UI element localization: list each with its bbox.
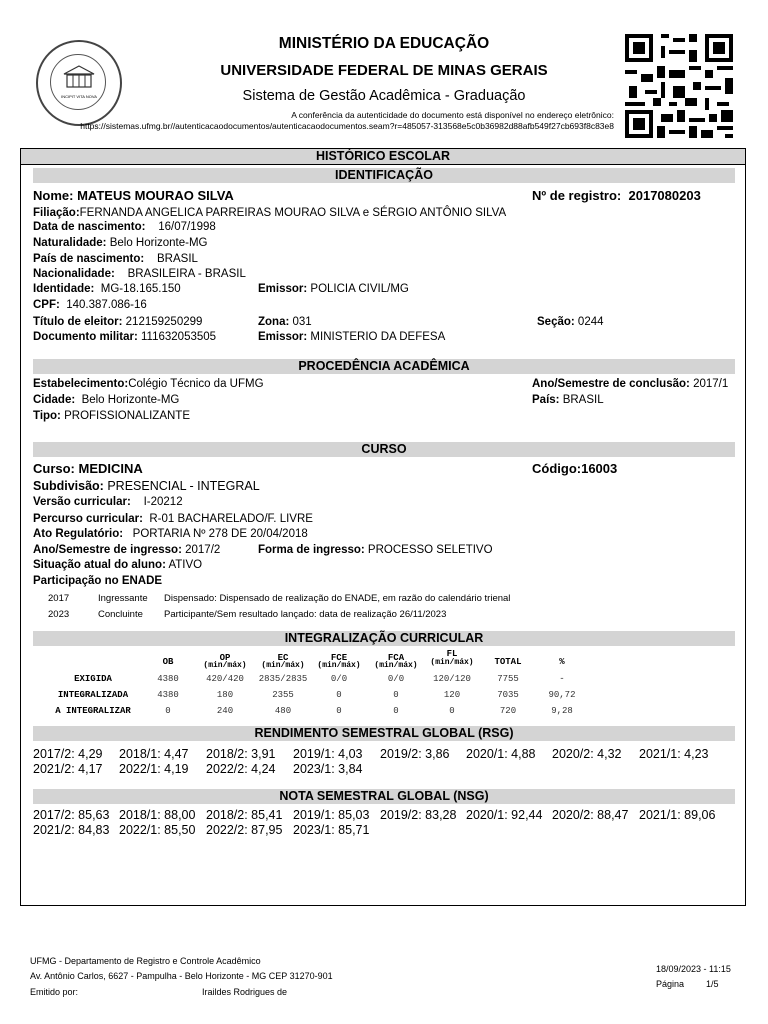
table-cell: 240 bbox=[216, 706, 234, 716]
percurso-row: Percurso curricular: R-01 BACHARELADO/F. LIVRE bbox=[33, 513, 313, 525]
col-subheader: (min/máx) bbox=[430, 658, 474, 667]
ingresso-row: Ano/Semestre de ingresso: 2017/2 bbox=[33, 544, 221, 556]
row-label: A INTEGRALIZAR bbox=[55, 706, 131, 716]
section-integralizacao: INTEGRALIZAÇÃO CURRICULAR bbox=[33, 631, 735, 646]
system-title: Sistema de Gestão Acadêmica - Graduação bbox=[242, 88, 526, 104]
table-cell: 180 bbox=[216, 690, 234, 700]
nsg-value: 2022/1: 85,50 bbox=[119, 823, 196, 837]
table-cell: 2835/2835 bbox=[258, 674, 308, 684]
enade-ano: 2023 bbox=[48, 609, 70, 620]
nsg-value: 2018/2: 85,41 bbox=[206, 808, 283, 822]
identidade-row: Identidade: MG-18.165.150 bbox=[33, 283, 181, 295]
col-header: TOTAL bbox=[494, 657, 522, 667]
table-cell: 2355 bbox=[272, 690, 294, 700]
section-curso: CURSO bbox=[33, 442, 735, 457]
ato-row: Ato Regulatório: PORTARIA Nº 278 DE 20/04/2018 bbox=[33, 528, 308, 540]
enade-tipo: Concluinte bbox=[98, 609, 143, 620]
nsg-value: 2021/2: 84,83 bbox=[33, 823, 110, 837]
enade-tipo: Ingressante bbox=[98, 593, 148, 604]
table-cell: 480 bbox=[274, 706, 292, 716]
cidade-row: Cidade: Belo Horizonte-MG bbox=[33, 394, 180, 406]
col-header: FCA bbox=[387, 653, 405, 663]
footer-datetime: 18/09/2023 - 11:15 bbox=[656, 964, 731, 974]
curso-row: Curso: MEDICINA bbox=[33, 461, 143, 476]
cpf-row: CPF: 140.387.086-16 bbox=[33, 299, 147, 311]
table-cell: - bbox=[559, 674, 565, 684]
nsg-value: 2017/2: 85,63 bbox=[33, 808, 110, 822]
rsg-value: 2017/2: 4,29 bbox=[33, 747, 103, 761]
ministry-title: MINISTÉRIO DA EDUCAÇÃO bbox=[278, 35, 490, 52]
col-header: % bbox=[559, 657, 565, 667]
proc-pais-row: País: BRASIL bbox=[532, 394, 604, 406]
enade-label: Participação no ENADE bbox=[33, 575, 163, 587]
pais-row: País de nascimento: BRASIL bbox=[33, 253, 198, 265]
table-cell: 120/120 bbox=[433, 674, 471, 684]
enade-ano: 2017 bbox=[48, 593, 70, 604]
footer-page-number: 1/5 bbox=[706, 979, 719, 989]
section-identificacao: IDENTIFICAÇÃO bbox=[33, 168, 735, 183]
table-cell: 0 bbox=[336, 706, 342, 716]
enade-desc: Dispensado: Dispensado de realização do ENADE, em razão do calendário trienal bbox=[164, 593, 511, 604]
titulo-row: Título de eleitor: 212159250299 bbox=[33, 316, 203, 328]
row-label: EXIGIDA bbox=[74, 674, 112, 684]
col-subheader: (min/máx) bbox=[261, 661, 305, 670]
rsg-value: 2021/1: 4,23 bbox=[639, 747, 709, 761]
nacionalidade-row: Nacionalidade: BRASILEIRA - BRASIL bbox=[33, 268, 246, 280]
table-cell: 90,72 bbox=[548, 690, 576, 700]
codigo-row: Código:16003 bbox=[532, 461, 618, 476]
nsg-value: 2021/1: 89,06 bbox=[639, 808, 716, 822]
section-rsg: RENDIMENTO SEMESTRAL GLOBAL (RSG) bbox=[33, 726, 735, 741]
table-cell: 7035 bbox=[497, 690, 519, 700]
table-cell: 120 bbox=[443, 690, 461, 700]
col-subheader: (min/máx) bbox=[203, 661, 247, 670]
col-header: FL bbox=[446, 649, 458, 659]
university-title: UNIVERSIDADE FEDERAL DE MINAS GERAIS bbox=[220, 62, 548, 79]
auth-note: A conferência da autenticidade do documento está disponível no endereço eletrônico: bbox=[291, 110, 614, 120]
table-cell: 0/0 bbox=[387, 674, 405, 684]
emissor2-row: Emissor: MINISTERIO DA DEFESA bbox=[258, 331, 446, 343]
footer-address: Av. Antônio Carlos, 6627 - Pampulha - Belo Horizonte - MG CEP 31270-901 bbox=[30, 971, 333, 981]
filiacao-row: Filiação:FERNANDA ANGELICA PARREIRAS MOURAO SILVA e SÉRGIO ANTÔNIO SILVA bbox=[33, 207, 507, 219]
section-historico: HISTÓRICO ESCOLAR bbox=[21, 149, 745, 165]
col-subheader: (min/máx) bbox=[374, 661, 418, 670]
forma-row: Forma de ingresso: PROCESSO SELETIVO bbox=[258, 544, 493, 556]
footer-dept: UFMG - Departamento de Registro e Controle Acadêmico bbox=[30, 956, 261, 966]
nsg-value: 2020/2: 88,47 bbox=[552, 808, 629, 822]
versao-row: Versão curricular: I-20212 bbox=[33, 496, 183, 508]
footer-emitido: Iraildes Rodrigues de bbox=[202, 987, 288, 997]
section-procedencia: PROCEDÊNCIA ACADÊMICA bbox=[33, 359, 735, 374]
row-label: INTEGRALIZADA bbox=[57, 690, 129, 700]
situacao-row: Situação atual do aluno: ATIVO bbox=[33, 559, 203, 571]
col-subheader: (min/máx) bbox=[317, 661, 361, 670]
table-cell: 0 bbox=[165, 706, 171, 716]
rsg-value: 2022/2: 4,24 bbox=[206, 762, 276, 776]
militar-row: Documento militar: 111632053505 bbox=[33, 331, 217, 343]
subdivisao-row: Subdivisão: PRESENCIAL - INTEGRAL bbox=[33, 479, 260, 493]
conclusao-row: Ano/Semestre de conclusão: 2017/1 bbox=[532, 378, 729, 390]
nome-row: Nome: MATEUS MOURAO SILVA bbox=[33, 188, 234, 203]
table-cell: 7755 bbox=[497, 674, 519, 684]
rsg-value: 2021/2: 4,17 bbox=[33, 762, 103, 776]
registro-row: Nº de registro: 2017080203 bbox=[532, 188, 701, 203]
table-cell: 0 bbox=[336, 690, 342, 700]
col-header: EC bbox=[277, 653, 289, 663]
col-header: OP bbox=[219, 653, 231, 663]
nsg-value: 2023/1: 85,71 bbox=[293, 823, 370, 837]
nsg-value: 2020/1: 92,44 bbox=[466, 808, 543, 822]
secao-row: Seção: 0244 bbox=[537, 316, 604, 328]
emissor-row: Emissor: POLICIA CIVIL/MG bbox=[258, 283, 409, 295]
nsg-value: 2022/2: 87,95 bbox=[206, 823, 283, 837]
col-header: OB bbox=[162, 657, 174, 667]
footer-emitido-label: Emitido por: bbox=[30, 987, 79, 997]
seal-motto: INCIPIT VITA NOVA bbox=[61, 94, 97, 99]
table-cell: 0 bbox=[393, 706, 399, 716]
table-cell: 720 bbox=[499, 706, 517, 716]
naturalidade-row: Naturalidade: Belo Horizonte-MG bbox=[33, 237, 208, 249]
rsg-value: 2022/1: 4,19 bbox=[119, 762, 189, 776]
rsg-value: 2020/1: 4,88 bbox=[466, 747, 536, 761]
nsg-value: 2018/1: 88,00 bbox=[119, 808, 196, 822]
rsg-value: 2023/1: 3,84 bbox=[293, 762, 363, 776]
nsg-value: 2019/2: 83,28 bbox=[380, 808, 457, 822]
table-cell: 0/0 bbox=[330, 674, 348, 684]
rsg-value: 2019/2: 3,86 bbox=[380, 747, 450, 761]
table-cell: 420/420 bbox=[206, 674, 244, 684]
tipo-row: Tipo: PROFISSIONALIZANTE bbox=[33, 410, 190, 422]
table-cell: 9,28 bbox=[551, 706, 573, 716]
rsg-value: 2018/1: 4,47 bbox=[119, 747, 189, 761]
table-cell: 4380 bbox=[157, 690, 179, 700]
rsg-value: 2019/1: 4,03 bbox=[293, 747, 363, 761]
auth-url[interactable]: https://sistemas.ufmg.br//autenticacaodocumentos/autenticacaodocumentos.seam?r=485057-313568e5c0b36982d88afb549f27cb693f8c83e8 bbox=[80, 121, 614, 131]
estabelecimento-row: Estabelecimento:Colégio Técnico da UFMG bbox=[33, 378, 264, 390]
section-nsg: NOTA SEMESTRAL GLOBAL (NSG) bbox=[33, 789, 735, 804]
nsg-value: 2019/1: 85,03 bbox=[293, 808, 370, 822]
enade-desc: Participante/Sem resultado lançado: data de realização 26/11/2023 bbox=[164, 609, 447, 620]
table-cell: 0 bbox=[393, 690, 399, 700]
rsg-value: 2018/2: 3,91 bbox=[206, 747, 276, 761]
zona-row: Zona: 031 bbox=[258, 316, 312, 328]
table-cell: 0 bbox=[449, 706, 455, 716]
rsg-value: 2020/2: 4,32 bbox=[552, 747, 622, 761]
footer-page-label: Página bbox=[656, 979, 685, 989]
col-header: FCE bbox=[330, 653, 348, 663]
nascimento-row: Data de nascimento: 16/07/1998 bbox=[33, 221, 216, 233]
table-cell: 4380 bbox=[157, 674, 179, 684]
